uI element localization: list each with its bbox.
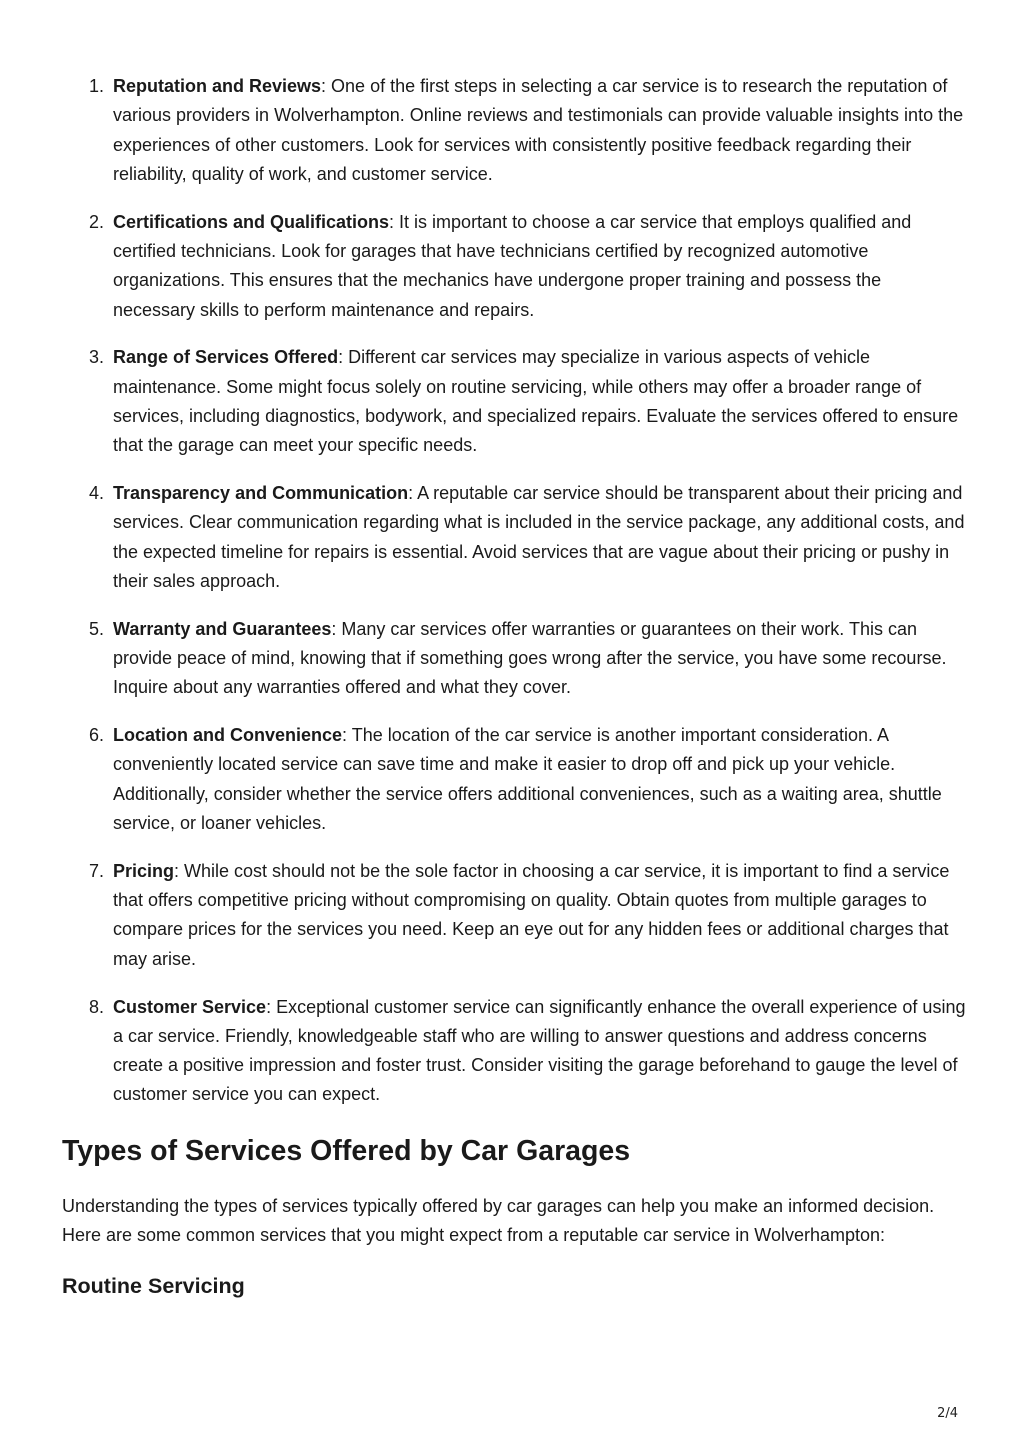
list-item-text: : Exceptional customer service can significantly enhance the overall experience of using a car service. Friendly, knowledgeable staff who are willing to answer questions and address concerns create a positive impression and foster trust. Consider visiting the garage beforehand to gauge the level of customer service you can expect. bbox=[113, 996, 966, 1105]
list-item bbox=[89, 993, 968, 1110]
list-item-title: Warranty and Guarantees bbox=[113, 618, 332, 639]
list-item-title: Transparency and Communication bbox=[113, 483, 409, 504]
list-item-number: 4. bbox=[89, 483, 105, 504]
list-item-text: : The location of the car service is another important consideration. A conveniently located service can save time and make it easier to drop off and pick up your vehicle. Additionally, consider whether the service offers additional conveniences, such as a waiting area, shuttle service, or loaner vehicles. bbox=[113, 725, 942, 834]
list-item-text: : A reputable car service should be transparent about their pricing and services. Clear communication regarding what is included in the service package, any additional costs, and the expected timeline for repairs is essential. Avoid services that are vague about their pricing or pushy in their sales approach. bbox=[113, 483, 965, 591]
list-item bbox=[89, 721, 968, 838]
list-item bbox=[89, 479, 968, 596]
intro-paragraph: Understanding the types of services typically offered by car garages can help you make an informed decision. Here are some common services that you might expect from a reputable car service in Wolverhampton: bbox=[62, 1195, 935, 1245]
subheading: Routine Servicing bbox=[62, 1274, 245, 1299]
list-item bbox=[89, 615, 968, 703]
list-item-number: 3. bbox=[89, 347, 105, 368]
list-item-text: : Many car services offer warranties or guarantees on their work. This can provide peace of mind, knowing that if something goes wrong after the service, you have some recourse. Inquire about any warranties offered and what they cover. bbox=[113, 618, 947, 698]
list-item-number: 2. bbox=[89, 211, 105, 232]
list-item-number: 5. bbox=[89, 618, 105, 639]
list-item-number: 7. bbox=[89, 860, 105, 881]
page-number: 2/4 bbox=[937, 1406, 958, 1421]
list-item-text: : It is important to choose a car service that employs qualified and certified technicians. Look for garages that have technicians certified by recognized automotive organizations. This ensures that the mechanics have undergone proper training and possess the necessary skills to perform maintenance and repairs. bbox=[113, 211, 912, 320]
list-item-text: : Different car services may specialize in various aspects of vehicle maintenance. Some might focus solely on routine servicing, while others may offer a broader range of services, including diagnostics, bodywork, and specialized repairs. Evaluate the services offered to ensure that the garage can meet your specific needs. bbox=[113, 347, 959, 456]
list-item-text: : One of the first steps in selecting a car service is to research the reputation of various providers in Wolverhampton. Online reviews and testimonials can provide valuable insights into the experiences of other customers. Look for services with consistently positive feedback regarding their reliability, quality of work, and customer service. bbox=[113, 76, 964, 184]
list-item-number: 8. bbox=[89, 996, 105, 1017]
list-item-title: Range of Services Offered bbox=[113, 347, 339, 368]
list-item bbox=[89, 857, 968, 974]
list-item-title: Pricing bbox=[113, 860, 175, 881]
section-heading: Types of Services Offered by Car Garages bbox=[62, 1134, 631, 1167]
list-item bbox=[89, 343, 968, 460]
document-page bbox=[62, 72, 968, 1300]
factors-list bbox=[62, 72, 968, 1110]
list-item-text: : While cost should not be the sole factor in choosing a car service, it is important to find a service that offers competitive pricing without compromising on quality. Obtain quotes from multiple garages to compare prices for the services you need. Keep an eye out for any hidden fees or additional charges that may arise. bbox=[113, 860, 950, 969]
list-item-number: 6. bbox=[89, 725, 105, 746]
list-item-title: Certifications and Qualifications bbox=[113, 211, 390, 232]
list-item-title: Location and Convenience bbox=[113, 725, 343, 746]
list-item-number: 1. bbox=[89, 76, 105, 96]
list-item bbox=[89, 208, 968, 325]
list-item-title: Customer Service bbox=[113, 996, 267, 1017]
list-item bbox=[89, 72, 968, 189]
list-item-title: Reputation and Reviews bbox=[113, 76, 322, 96]
